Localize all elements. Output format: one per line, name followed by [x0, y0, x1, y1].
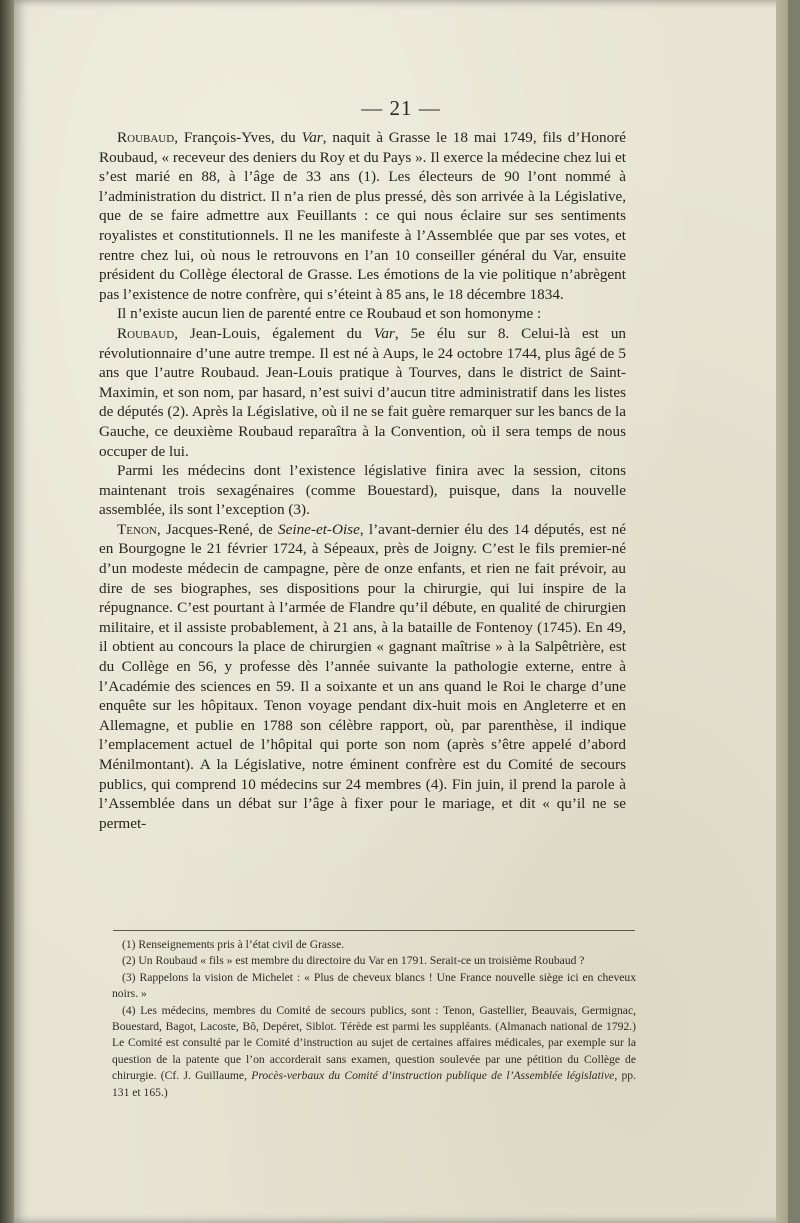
paragraph-roubaud-francois-yves: [99, 128, 626, 304]
footnote-3: (3) Rappelons la vision de Michelet : « Plus de cheveux blancs ! Une France nouvelle siège ici en cheveux noirs. »: [112, 970, 636, 1001]
text-run: (4) Les médecins, membres du Comité de secours publics, sont : Tenon, Gastellier, Beauvais, Germignac, Bouestard, Bagot, Lacoste, Bô, Depéret, Siblot. Térède est parmi les suppléants. (Almanach national de 1792.) Le Comité est consulté par le Comité d’instruction au sujet de certaines affaires médicales, par exemple sur la question de la patente que l’on accorderait sans examen, question soulevée par une pétition du Collège de chirurgie. (Cf. J. Guillaume,: [112, 1003, 636, 1083]
paragraph-homonym: Il n’existe aucun lien de parenté entre ce Roubaud et son homonyme :: [117, 305, 542, 323]
paragraph-tenon: [99, 520, 626, 834]
footnote-1: (1) Renseignements pris à l’état civil de Grasse.: [122, 938, 345, 951]
text-run: , naquit à Grasse le 18 mai 1749, fils d’Honoré Roubaud, « receveur des deniers du Roy et du Pays ». Il exerce la médecine chez lui et s’est marié en 88, à l’âge de 33 ans (1). Les électeurs de 90 l’ont nommé à l’administration du district. Il n’a rien de plus pressé, dès son arrivée à la Législative, que de se faire admettre aux Feuillants : ce qui nous éclaire sur ses sentiments royalistes et constitutionnels. Il ne les manifeste à l’Assemblée que par ses votes, et rentre chez lui, où nous le retrouvons en l’an 10 conseiller général du Var, ensuite président du Collège électoral de Grasse. Les émotions de la vie politique n’abrègent pas l’existence de notre confrère, qui s’éteint à 85 ans, le 18 décembre 1834.: [99, 129, 626, 303]
paragraph-sexagenaires: Parmi les médecins dont l’existence législative finira avec la session, citons maintenant trois sexagénaires (comme Bouestard), puisque, dans la nouvelle assemblée, ils sont l’exception (3).: [99, 462, 626, 519]
text-run: , François-Yves, du: [174, 129, 302, 146]
text-run: , pp. 131 et 165.): [112, 1069, 636, 1099]
department-name: Var: [301, 129, 323, 146]
cited-title: Procès-verbaux du Comité d’instruction publique de l’Assemblée législative: [251, 1069, 615, 1083]
person-name: Roubaud: [117, 129, 175, 146]
page-right-edge: [776, 0, 788, 1223]
footnote-2: (2) Un Roubaud « fils » est membre du directoire du Var en 1791. Serait-ce un troisième Roubaud ?: [122, 954, 585, 968]
footnote-4: [112, 1003, 636, 1101]
person-name: Roubaud: [117, 324, 175, 342]
page-binding-shadow: [0, 0, 14, 1223]
department-name: Var: [373, 324, 395, 342]
person-name: Tenon: [117, 520, 157, 538]
text-run: , Jean-Louis, également du: [174, 324, 374, 342]
text-run: , l’avant-dernier élu des 14 députés, est né en Bourgogne le 21 février 1724, à Sépeaux, près de Joigny. C’est le fils premier-né d’un modeste médecin de campagne, père de onze enfants, et rien ne fait prévoir, au dire de ses biographes, ses dispositions pour la chirurgie, qui lui inspire de la répugnance. C’est pourtant à l’armée de Flandre qu’il débute, en qualité de chirurgien militaire, et il assiste probablement, à 21 ans, à la bataille de Fontenoy (1745). En 49, il obtient au concours la place de chirurgien « gagnant maîtrise » à la Salpêtrière, est du Collège en 56, y professe dès l’année suivante la pathologie externe, entre à l’Académie des sciences en 59. Il a soixante et un ans quand le Roi le charge d’une enquête sur les hôpitaux. Tenon voyage pendant dix-huit mois en Angleterre et en Allemagne, et publie en 1788 son célèbre rapport, où, par parenthèse, il indique l’emplacement actuel de l’hôpital qui porte son nom (après s’être appelé d’abord Ménilmontant). A la Législative, notre éminent confrère est du Comité de secours publics, qui comprend 10 médecins sur 24 membres (4). Fin juin, il prend la parole à l’Assemblée dans un débat sur l’âge à fixer pour le mariage, et dit « qu’il ne se permet-: [99, 520, 626, 832]
footnote-divider: [113, 930, 635, 931]
text-run: , 5e élu sur 8. Celui-là est un révolutionnaire d’une autre trempe. Il est né à Aups, le 24 octobre 1744, plus âgé de 5 ans que l’autre Roubaud. Jean-Louis pratique à Tourves, dans le district de Saint-Maximin, et son nom, par hasard, n’est suivi d’aucun titre administratif dans les listes de députés (2). Après la Législative, où il ne se fait guère remarquer sur les bancs de la Gauche, ce deuxième Roubaud reparaîtra à la Convention, où il sera temps de nous occuper de lui.: [99, 324, 627, 460]
department-name: Seine-et-Oise: [278, 520, 360, 538]
paragraph-roubaud-jean-louis: [99, 324, 626, 461]
text-run: , Jacques-René, de: [156, 520, 279, 538]
footnotes: [112, 937, 636, 1101]
page-number: — 21 —: [361, 96, 441, 120]
main-text: [99, 128, 626, 833]
book-page: [14, 0, 788, 1223]
